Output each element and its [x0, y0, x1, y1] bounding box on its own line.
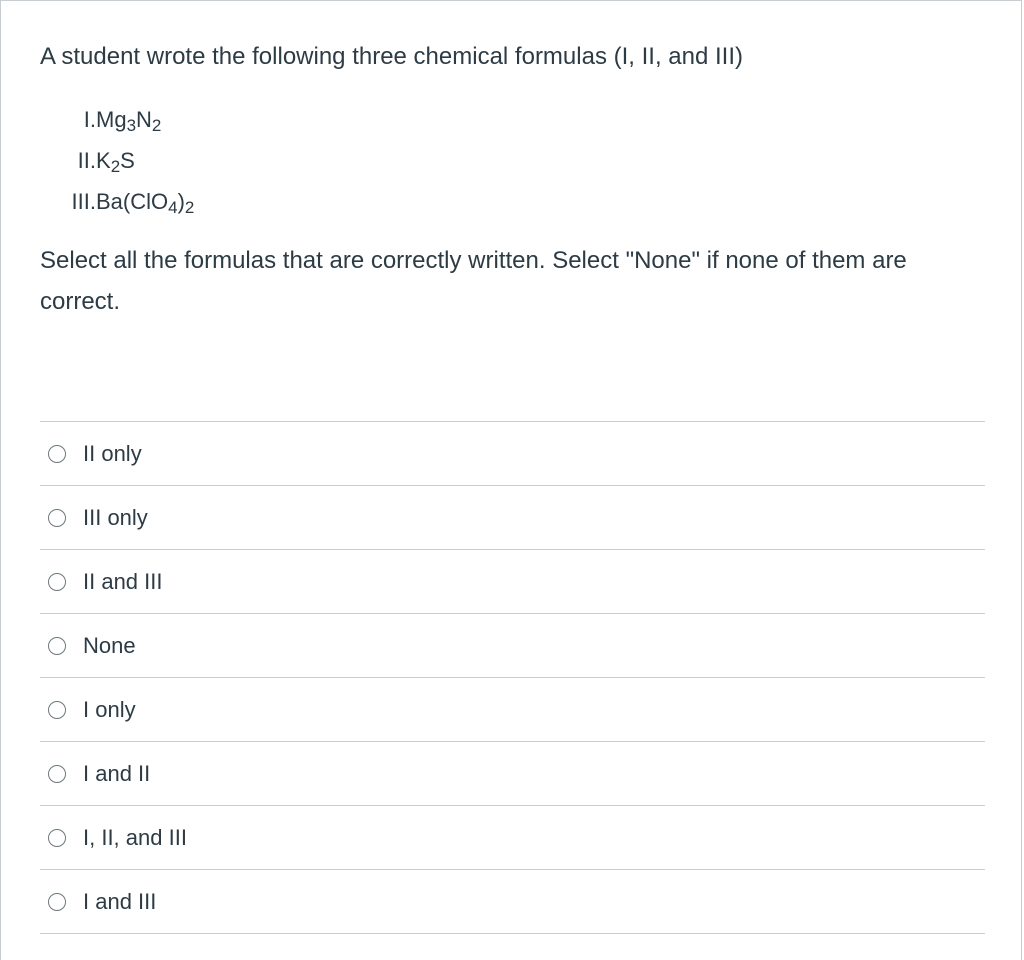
answer-option[interactable] — [40, 422, 985, 486]
radio-button[interactable] — [48, 765, 66, 783]
formula-list — [40, 99, 440, 222]
radio-button[interactable] — [48, 509, 66, 527]
answer-label: I only — [83, 696, 136, 722]
radio-button[interactable] — [48, 829, 66, 847]
answer-option[interactable] — [40, 870, 985, 934]
formula-numeral: III. — [71, 188, 96, 214]
answer-option[interactable] — [40, 806, 985, 870]
radio-button[interactable] — [48, 893, 66, 911]
formula-item — [40, 181, 440, 222]
subscript: 2 — [151, 115, 162, 135]
answer-label: I, II, and III — [83, 824, 187, 850]
formula-item — [40, 140, 440, 181]
answer-label: II and III — [83, 568, 163, 594]
formula-item — [40, 99, 440, 140]
answer-option[interactable] — [40, 614, 985, 678]
answer-label: None — [83, 632, 136, 658]
subscript: 2 — [184, 197, 195, 217]
answer-option[interactable] — [40, 486, 985, 550]
subscript: 4 — [168, 197, 178, 217]
radio-button[interactable] — [48, 637, 66, 655]
subscript: 3 — [126, 115, 137, 135]
answer-label: I and II — [83, 760, 151, 786]
answer-option[interactable] — [40, 550, 985, 614]
answer-option[interactable] — [40, 742, 985, 806]
answer-label: III only — [83, 504, 148, 530]
subscript: 2 — [110, 156, 121, 176]
question-prompt: A student wrote the following three chemical formulas (I, II, and III) — [40, 43, 743, 70]
radio-button[interactable] — [48, 573, 66, 591]
formula-text: $Mg_3N_2$ — [96, 106, 162, 135]
radio-button[interactable] — [48, 701, 66, 719]
answer-label: II only — [83, 440, 142, 466]
formula-text: $Ba(ClO_4)_2$ — [96, 188, 195, 217]
formula-numeral: II. — [77, 147, 96, 173]
formula-text: $K_2S$ — [96, 147, 135, 176]
answer-label: I and III — [83, 888, 157, 914]
formula-numeral: I. — [83, 106, 96, 132]
answer-list — [40, 421, 985, 934]
question-instruction: Select all the formulas that are correctly written. Select "None" if none of them are correct. — [40, 247, 907, 315]
radio-button[interactable] — [48, 445, 66, 463]
answer-option[interactable] — [40, 678, 985, 742]
